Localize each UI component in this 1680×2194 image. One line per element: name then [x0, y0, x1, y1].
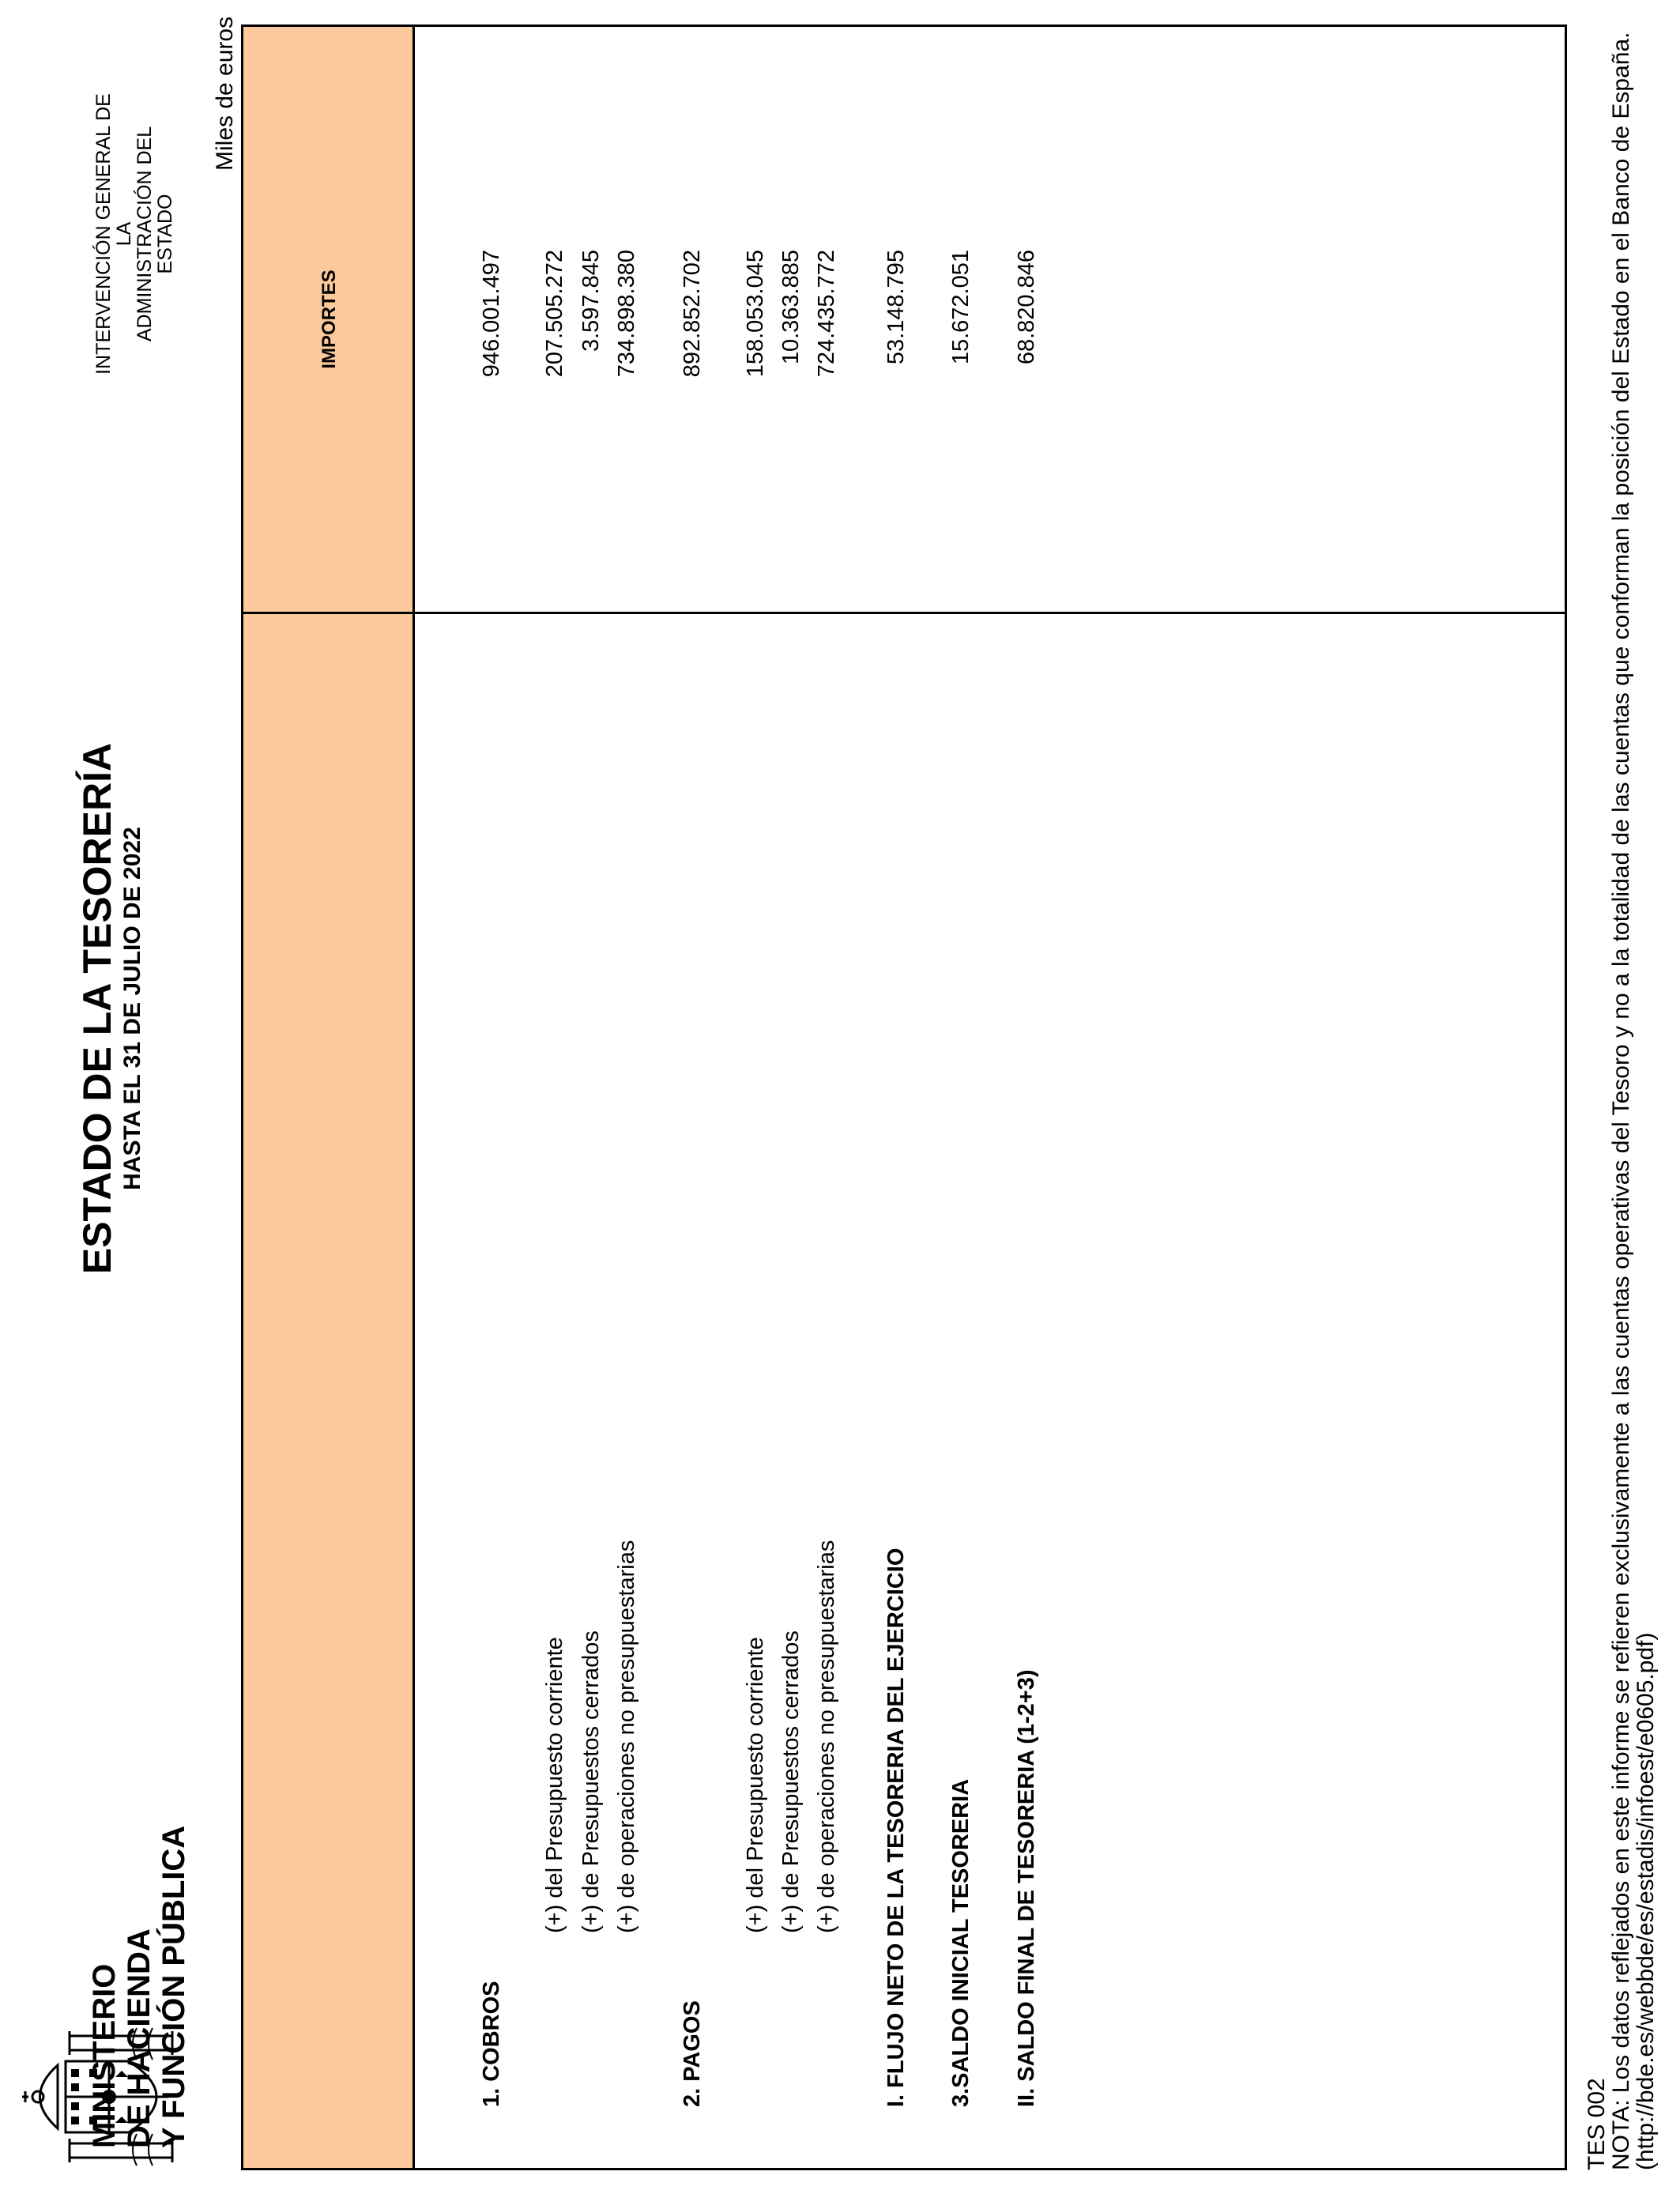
report-title-block: [75, 613, 146, 1404]
table-row-label: (+) del Presupuesto corriente: [542, 1637, 567, 1933]
table-row-label: (+) de Presupuestos cerrados: [778, 1630, 804, 1933]
table-row-label: (+) de operaciones no presupuestarias: [814, 1540, 839, 1933]
table-row-value: 946.001.497: [479, 250, 504, 378]
table-row-label: 2. PAGOS: [680, 2000, 705, 2107]
report-subtitle: HASTA EL 31 DE JULIO DE 2022: [119, 827, 145, 1190]
table-row-value: 15.672.051: [948, 250, 974, 365]
table-row-value: 734.898.380: [614, 250, 639, 378]
footer-link: (http://bde.es/webbde/es/estadis/infoest/e0605.pdf): [1633, 1632, 1659, 2170]
table-row-value: 3.597.845: [578, 250, 604, 352]
footer: [1584, 32, 1658, 2171]
table-row-value: 207.505.272: [542, 250, 567, 378]
table-row-label: 1. COBROS: [479, 1981, 504, 2107]
table-row-label: I. FLUJO NETO DE LA TESORERIA DEL EJERCICIO: [883, 1547, 909, 2107]
report-title: ESTADO DE LA TESORERÍA: [75, 742, 119, 1275]
units-label: Miles de euros: [212, 16, 238, 171]
table-row-value: 724.435.772: [814, 250, 839, 378]
table-row-value: 53.148.795: [883, 250, 909, 365]
report-code: TES 002: [1584, 2078, 1610, 2170]
table-row-label: 3.SALDO INICIAL TESORERIA: [948, 1778, 974, 2107]
igae-label: [93, 92, 175, 376]
igae-line-2: ADMINISTRACIÓN DEL ESTADO: [134, 126, 176, 342]
ministry-line-1: MINISTERIO: [87, 1963, 122, 2148]
importes-column-header: IMPORTES: [318, 270, 340, 369]
ministry-line-3: Y FUNCIÓN PÚBLICA: [156, 1825, 191, 2148]
igae-line-1: INTERVENCIÓN GENERAL DE LA: [92, 93, 135, 375]
table-row-value: 68.820.846: [1014, 250, 1039, 365]
table-row-label: (+) de operaciones no presupuestarias: [614, 1540, 639, 1933]
table-row-label: (+) de Presupuestos cerrados: [578, 1630, 604, 1933]
table-row-label: II. SALDO FINAL DE TESORERIA (1-2+3): [1014, 1669, 1039, 2107]
table-row-label: (+) del Presupuesto corriente: [743, 1637, 768, 1933]
ministry-line-2: DE HACIENDA: [122, 1928, 156, 2148]
column-divider: [243, 612, 1565, 614]
footer-note: NOTA: Los datos reflejados en este informe se refieren exclusivamente a las cuentas operativas del Tesoro y no a la totalidad de las cuentas que conforman la posición del Estado en el Banco de España.: [1608, 32, 1634, 2170]
table-row-value: 10.363.885: [778, 250, 804, 365]
ministry-name: [87, 1826, 191, 2148]
table-row-value: 892.852.702: [680, 250, 705, 378]
table-row-value: 158.053.045: [743, 250, 768, 378]
